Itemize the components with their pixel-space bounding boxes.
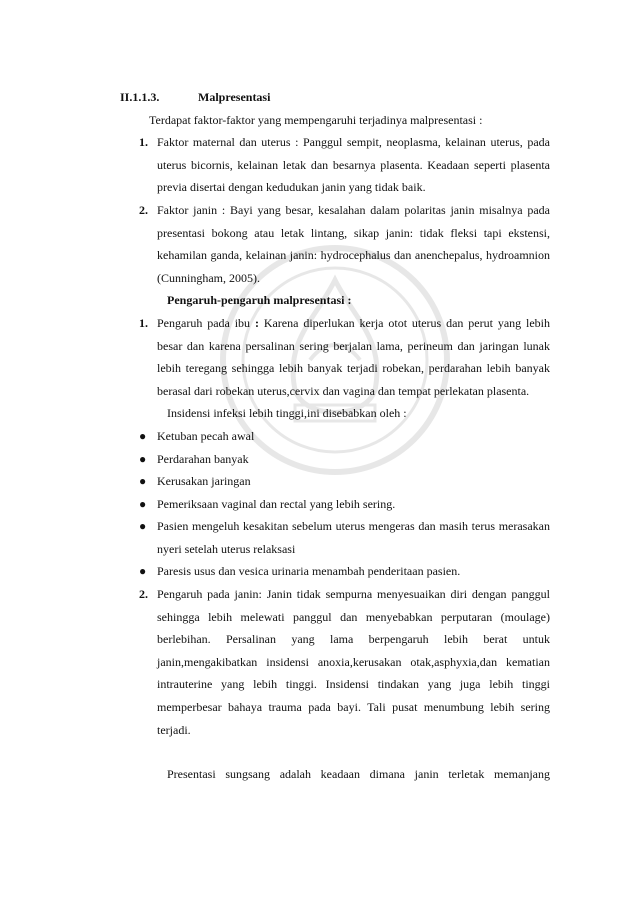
bullet-icon: ● (139, 451, 147, 466)
paragraph-gap (120, 741, 550, 763)
list-item-text: Perdarahan banyak (157, 451, 249, 466)
factor-number: 2. (139, 202, 148, 217)
list-item (120, 493, 550, 516)
effect-item-1 (120, 312, 550, 402)
factor-text: Faktor maternal dan uterus : Panggul sempit, neoplasma, kelainan uterus, pada uterus bicornis, kelainan letak dan besarnya plasenta. Keadaan seperti plasenta previa disertai dengan kedudukan janin yang tidak baik. (157, 135, 550, 195)
effect-item-2 (120, 583, 550, 741)
list-item (120, 470, 550, 493)
list-item (120, 560, 550, 583)
bullet-icon: ● (139, 474, 147, 489)
effects-subheading: Pengaruh-pengaruh malpresentasi : (167, 293, 352, 308)
effect-text (157, 312, 550, 402)
list-item-text: Paresis usus dan vesica urinaria menambah penderitaan pasien. (157, 564, 461, 579)
document-body (120, 86, 550, 786)
list-item-text: Ketuban pecah awal (157, 428, 255, 443)
effect-colon: : (254, 315, 259, 330)
intro-paragraph: Terdapat faktor-faktor yang mempengaruhi terjadinya malpresentasi : (149, 112, 483, 127)
bullet-icon: ● (139, 496, 147, 511)
list-item-text: Pemeriksaan vaginal dan rectal yang lebih sering. (157, 496, 396, 511)
effect-lead: Pengaruh pada janin: (157, 587, 262, 602)
bullet-icon: ● (139, 519, 147, 534)
section-title: Malpresentasi (198, 90, 271, 104)
bullet-icon: ● (139, 564, 147, 579)
list-item (120, 448, 550, 471)
bullet-icon: ● (139, 428, 147, 443)
list-item (120, 425, 550, 448)
factor-number: 1. (139, 135, 148, 150)
factor-item-2 (120, 199, 550, 289)
list-item-text: Pasien mengeluh kesakitan sebelum uterus mengeras dan masih terus merasakan nyeri setelah uterus relaksasi (157, 519, 550, 556)
effect-number: 2. (139, 587, 148, 602)
section-number: II.1.1.3. (120, 90, 160, 104)
factor-item-1 (120, 131, 550, 199)
effect-body: Karena diperlukan kerja otot uterus dan perut yang lebih besar dan karena persalinan sering berjalan lama, perineum dan jaringan lunak lebih teregang sehingga lebih banyak terjadi robekan, perdarahan lebih banyak berasal dari robekan uterus,cervix dan vagina dan tempat perlekatan plasenta. (157, 315, 551, 398)
effect-body: Janin tidak sempurna menyesuaikan diri dengan panggul sehingga lebih melewati panggul dan menyebabkan perputaran (moulage) berlebihan. Persalinan yang lama berpengaruh lebih berat untuk janin,mengakibatkan insidensi anoxia,kerusakan otak,asphyxia,dan kematian intrauterine yang lebih tinggi. Insidensi tindakan yang juga lebih tinggi memperbesar bahaya trauma pada bayi. Tali pusat menumbung lebih sering terjadi. (157, 587, 551, 737)
effect-lead: Pengaruh pada ibu (157, 315, 251, 330)
infection-intro: Insidensi infeksi lebih tinggi,ini disebabkan oleh : (167, 406, 407, 421)
effect-number: 1. (139, 315, 148, 330)
effect-text (157, 583, 550, 741)
closing-paragraph: Presentasi sungsang adalah keadaan dimana janin terletak memanjang (167, 767, 550, 782)
list-item-text: Kerusakan jaringan (157, 474, 251, 489)
factor-text: Faktor janin : Bayi yang besar, kesalahan dalam polaritas janin misalnya pada presentasi bokong atau letak lintang, sikap janin: tidak fleksi tapi ekstensi, kehamilan ganda, kelainan janin: hydrocephalus dan anenchepalus, hydroamnion (Cunningham, 2005). (157, 202, 550, 285)
section-heading (120, 86, 550, 109)
list-item (120, 515, 550, 560)
